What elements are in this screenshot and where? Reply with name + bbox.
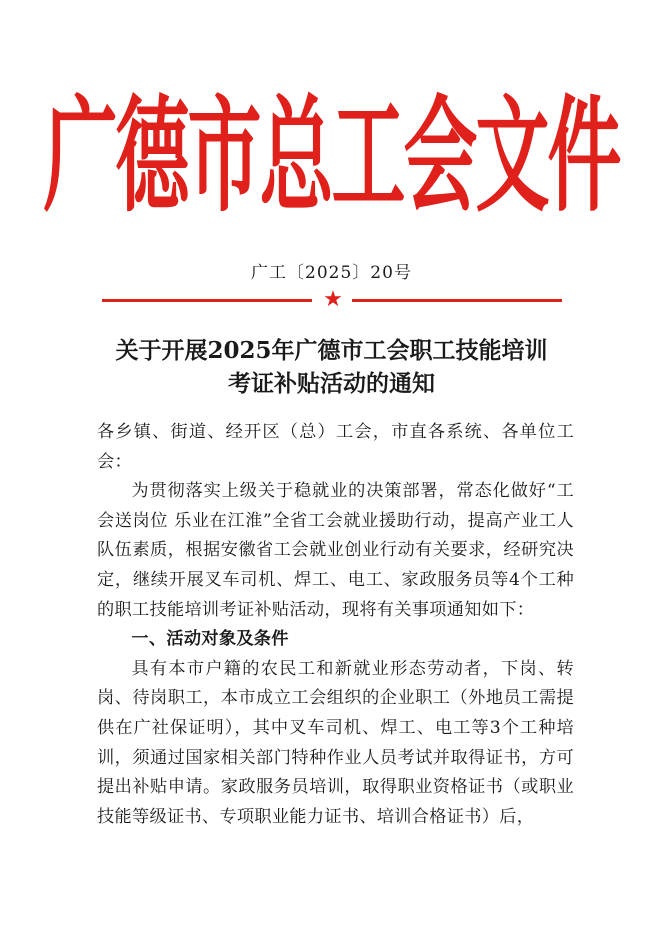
red-divider — [102, 287, 562, 312]
notice-body — [97, 418, 574, 832]
notice-title-line-2: 考证补贴活动的通知 — [228, 370, 435, 397]
divider-line-left — [102, 299, 312, 302]
body-paragraph-1: 为贯彻落实上级关于稳就业的决策部署，常态化做好“工会送岗位 乐业在江淮”全省工会就业援助行动，提高产业工人队伍素质，根据安徽省工会就业创业行动有关要求，经研究决定，继续开展叉车司机、焊工、电工、家政服务员等4个工种的职工技能培训考证补贴活动，现将有关事项通知如下： — [97, 481, 574, 620]
divider-line-right — [352, 299, 562, 302]
star-icon: ★ — [323, 287, 343, 312]
salutation: 各乡镇、街道、经开区（总）工会，市直各系统、各单位工会： — [97, 422, 574, 472]
document-masthead: 广德市总工会文件 — [43, 84, 620, 230]
notice-title-line-1: 关于开展2025年广德市工会职工技能培训 — [115, 337, 548, 364]
section-heading-1: 一、活动对象及条件 — [131, 629, 289, 650]
body-paragraph-2: 具有本市户籍的农民工和新就业形态劳动者，下岗、转岗、待岗职工，本市成立工会组织的企业职工（外地员工需提供在广社保证明），其中叉车司机、焊工、电工等3个工种培训，须通过国家相关部门特种作业人员考试并取得证书，方可提出补贴申请。家政服务员培训，取得职业资格证书（或职业技能等级证书、专项职业能力证书、培训合格证书）后， — [97, 658, 574, 827]
notice-title — [60, 334, 603, 400]
document-number: 广工〔2025〕20号 — [251, 263, 412, 283]
